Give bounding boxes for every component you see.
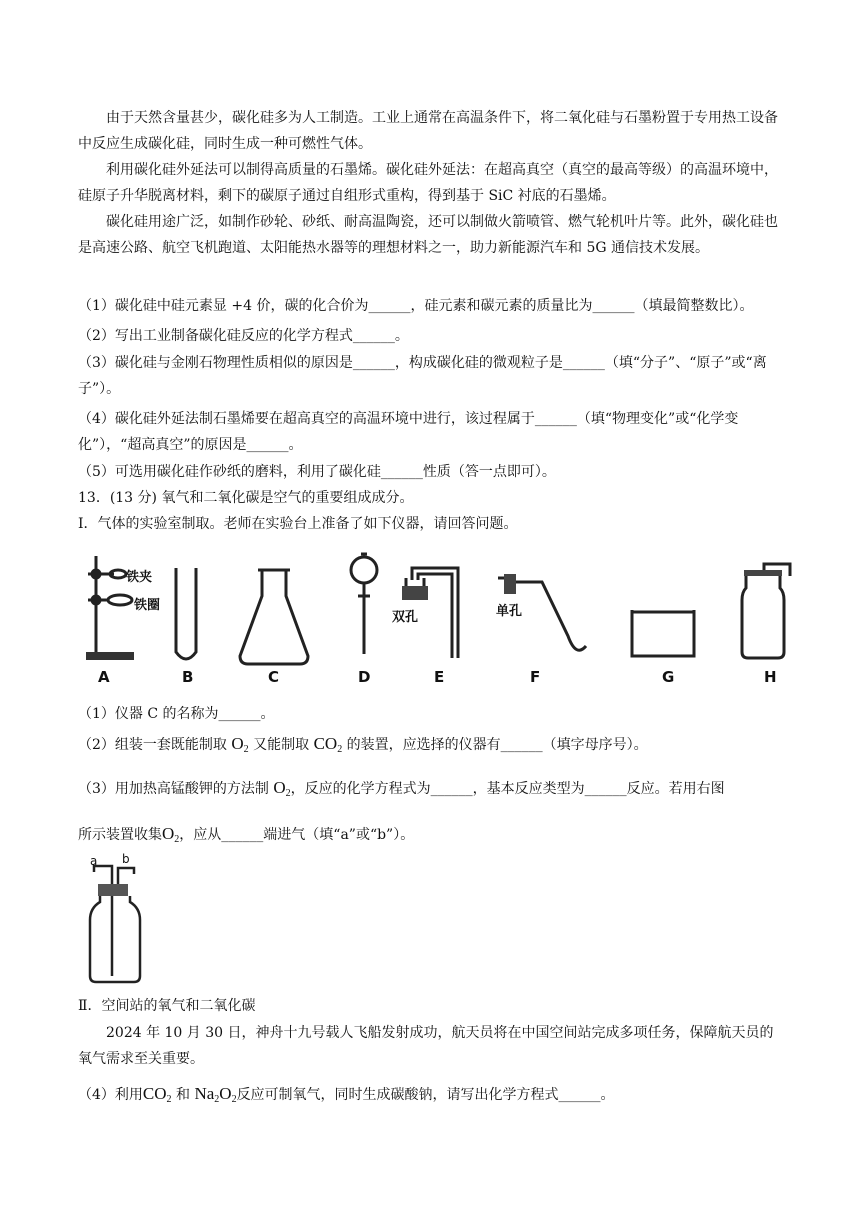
collecting-bottle-figure <box>78 852 158 988</box>
passage-paragraph-1: 由于天然含量甚少，碳化硅多为人工制造。工业上通常在高温条件下，将二氧化硅与石墨粉置于专用热工设备中反应生成碳化硅，同时生成一种可燃性气体。 <box>78 110 778 152</box>
question-13-header: 13．(13 分) 氧气和二氧化碳是空气的重要组成成分。 <box>78 490 414 506</box>
apparatus-label-c: C <box>268 668 280 686</box>
q13-3-part-a: （3）用加热高锰酸钾的方法制 <box>78 781 269 797</box>
label-shuangkong: 双孔 <box>392 610 419 625</box>
separatory-funnel-icon <box>351 554 377 654</box>
bottle-label-a: a <box>90 854 98 868</box>
apparatus-label-d: D <box>358 668 371 686</box>
question-13-2 <box>78 734 798 760</box>
question-13-1: （1）仪器 C 的名称为______。 <box>78 706 275 722</box>
question-13-3-line2 <box>78 824 798 850</box>
question-12-3: （3）碳化硅与金刚石物理性质相似的原因是______，构成碳化硅的微观粒子是______（填“分子”、“原子”或“离子”）。 <box>78 355 767 397</box>
label-dankong: 单孔 <box>496 604 523 619</box>
passage-paragraph-4: 2024 年 10 月 30 日，神舟十九号载人飞船发射成功，航天员将在中国空间站完成多项任务，保障航天员的氧气需求至关重要。 <box>78 1025 774 1067</box>
q13-3-part-c: 所示装置收集 <box>78 827 162 843</box>
q13-2-part-b: 又能制取 <box>253 737 310 753</box>
q13-4-part-c: 反应可制氧气，同时生成碳酸钠，请写出化学方程式______。 <box>236 1087 615 1103</box>
question-13-3-line1 <box>78 778 798 804</box>
apparatus-label-g: G <box>662 668 675 686</box>
gas-bottle-icon <box>742 564 790 658</box>
apparatus-label-b: B <box>182 668 194 686</box>
part-i-intro: Ⅰ．气体的实验室制取。老师在实验台上准备了如下仪器，请回答问题。 <box>78 516 518 532</box>
question-12-4: （4）碳化硅外延法制石墨烯要在超高真空的高温环境中进行，该过程属于______（填“物理变化”或“化学变化”），“超高真空”的原因是______。 <box>78 411 739 453</box>
apparatus-label-f: F <box>530 668 541 686</box>
question-12-2: （2）写出工业制备碳化硅反应的化学方程式______。 <box>78 328 409 344</box>
formula-co2: $CO_2$ <box>313 734 343 755</box>
question-12-5: （5）可选用碳化硅作砂纸的磨料，利用了碳化硅______性质（答一点即可）。 <box>78 464 556 480</box>
q13-2-part-c: 的装置，应选择的仪器有______（填字母序号）。 <box>346 737 648 753</box>
formula-o2-b: $O_2$ <box>273 778 291 799</box>
trough-icon <box>632 610 694 656</box>
apparatus-figure <box>78 548 798 698</box>
passage-paragraph-2: 利用碳化硅外延法可以制得高质量的石墨烯。碳化硅外延法：在超高真空（真空的最高等级）的高温环境中，硅原子升华脱离材料，剩下的碳原子通过自组形式重构，得到基于 SiC 衬底的石墨烯。 <box>78 162 778 204</box>
part-ii-title: Ⅱ．空间站的氧气和二氧化碳 <box>78 998 256 1014</box>
test-tube-icon <box>176 568 196 659</box>
q13-2-part-a: （2）组装一套既能制取 <box>78 737 227 753</box>
q13-4-part-b: 和 <box>176 1087 190 1103</box>
q13-3-part-d: ，应从______端进气（填“a”或“b”）。 <box>179 827 415 843</box>
formula-o2: $O_2$ <box>231 734 249 755</box>
apparatus-label-a: A <box>98 668 110 686</box>
question-13-4 <box>78 1084 798 1110</box>
formula-na2o2: $Na_2O_2$ <box>194 1084 237 1105</box>
q13-4-part-a: （4）利用 <box>78 1087 143 1103</box>
q13-3-part-b: ，反应的化学方程式为______，基本反应类型为______反应。若用右图 <box>290 781 725 797</box>
label-tiequan: 铁圈 <box>134 598 161 613</box>
label-tiejia: 铁夹 <box>126 570 153 585</box>
formula-o2-c: $O_2$ <box>162 824 180 845</box>
passage-paragraph-3: 碳化硅用途广泛，如制作砂轮、砂纸、耐高温陶瓷，还可以制做火箭喷管、燃气轮机叶片等。此外，碳化硅也是高速公路、航空飞机跑道、太阳能热水器等的理想材料之一，助力新能源汽车和 5G 通信技术发展。 <box>78 214 778 256</box>
question-12-1: （1）碳化硅中硅元素显 +4 价，碳的化合价为______，硅元素和碳元素的质量比为______（填最简整数比）。 <box>78 298 754 314</box>
apparatus-label-h: H <box>764 668 777 686</box>
apparatus-label-e: E <box>434 668 445 686</box>
formula-co2-b: $CO_2$ <box>142 1084 172 1105</box>
bottle-label-b: b <box>122 852 130 866</box>
conical-flask-icon <box>240 570 308 664</box>
bottle-drawing <box>78 858 158 988</box>
